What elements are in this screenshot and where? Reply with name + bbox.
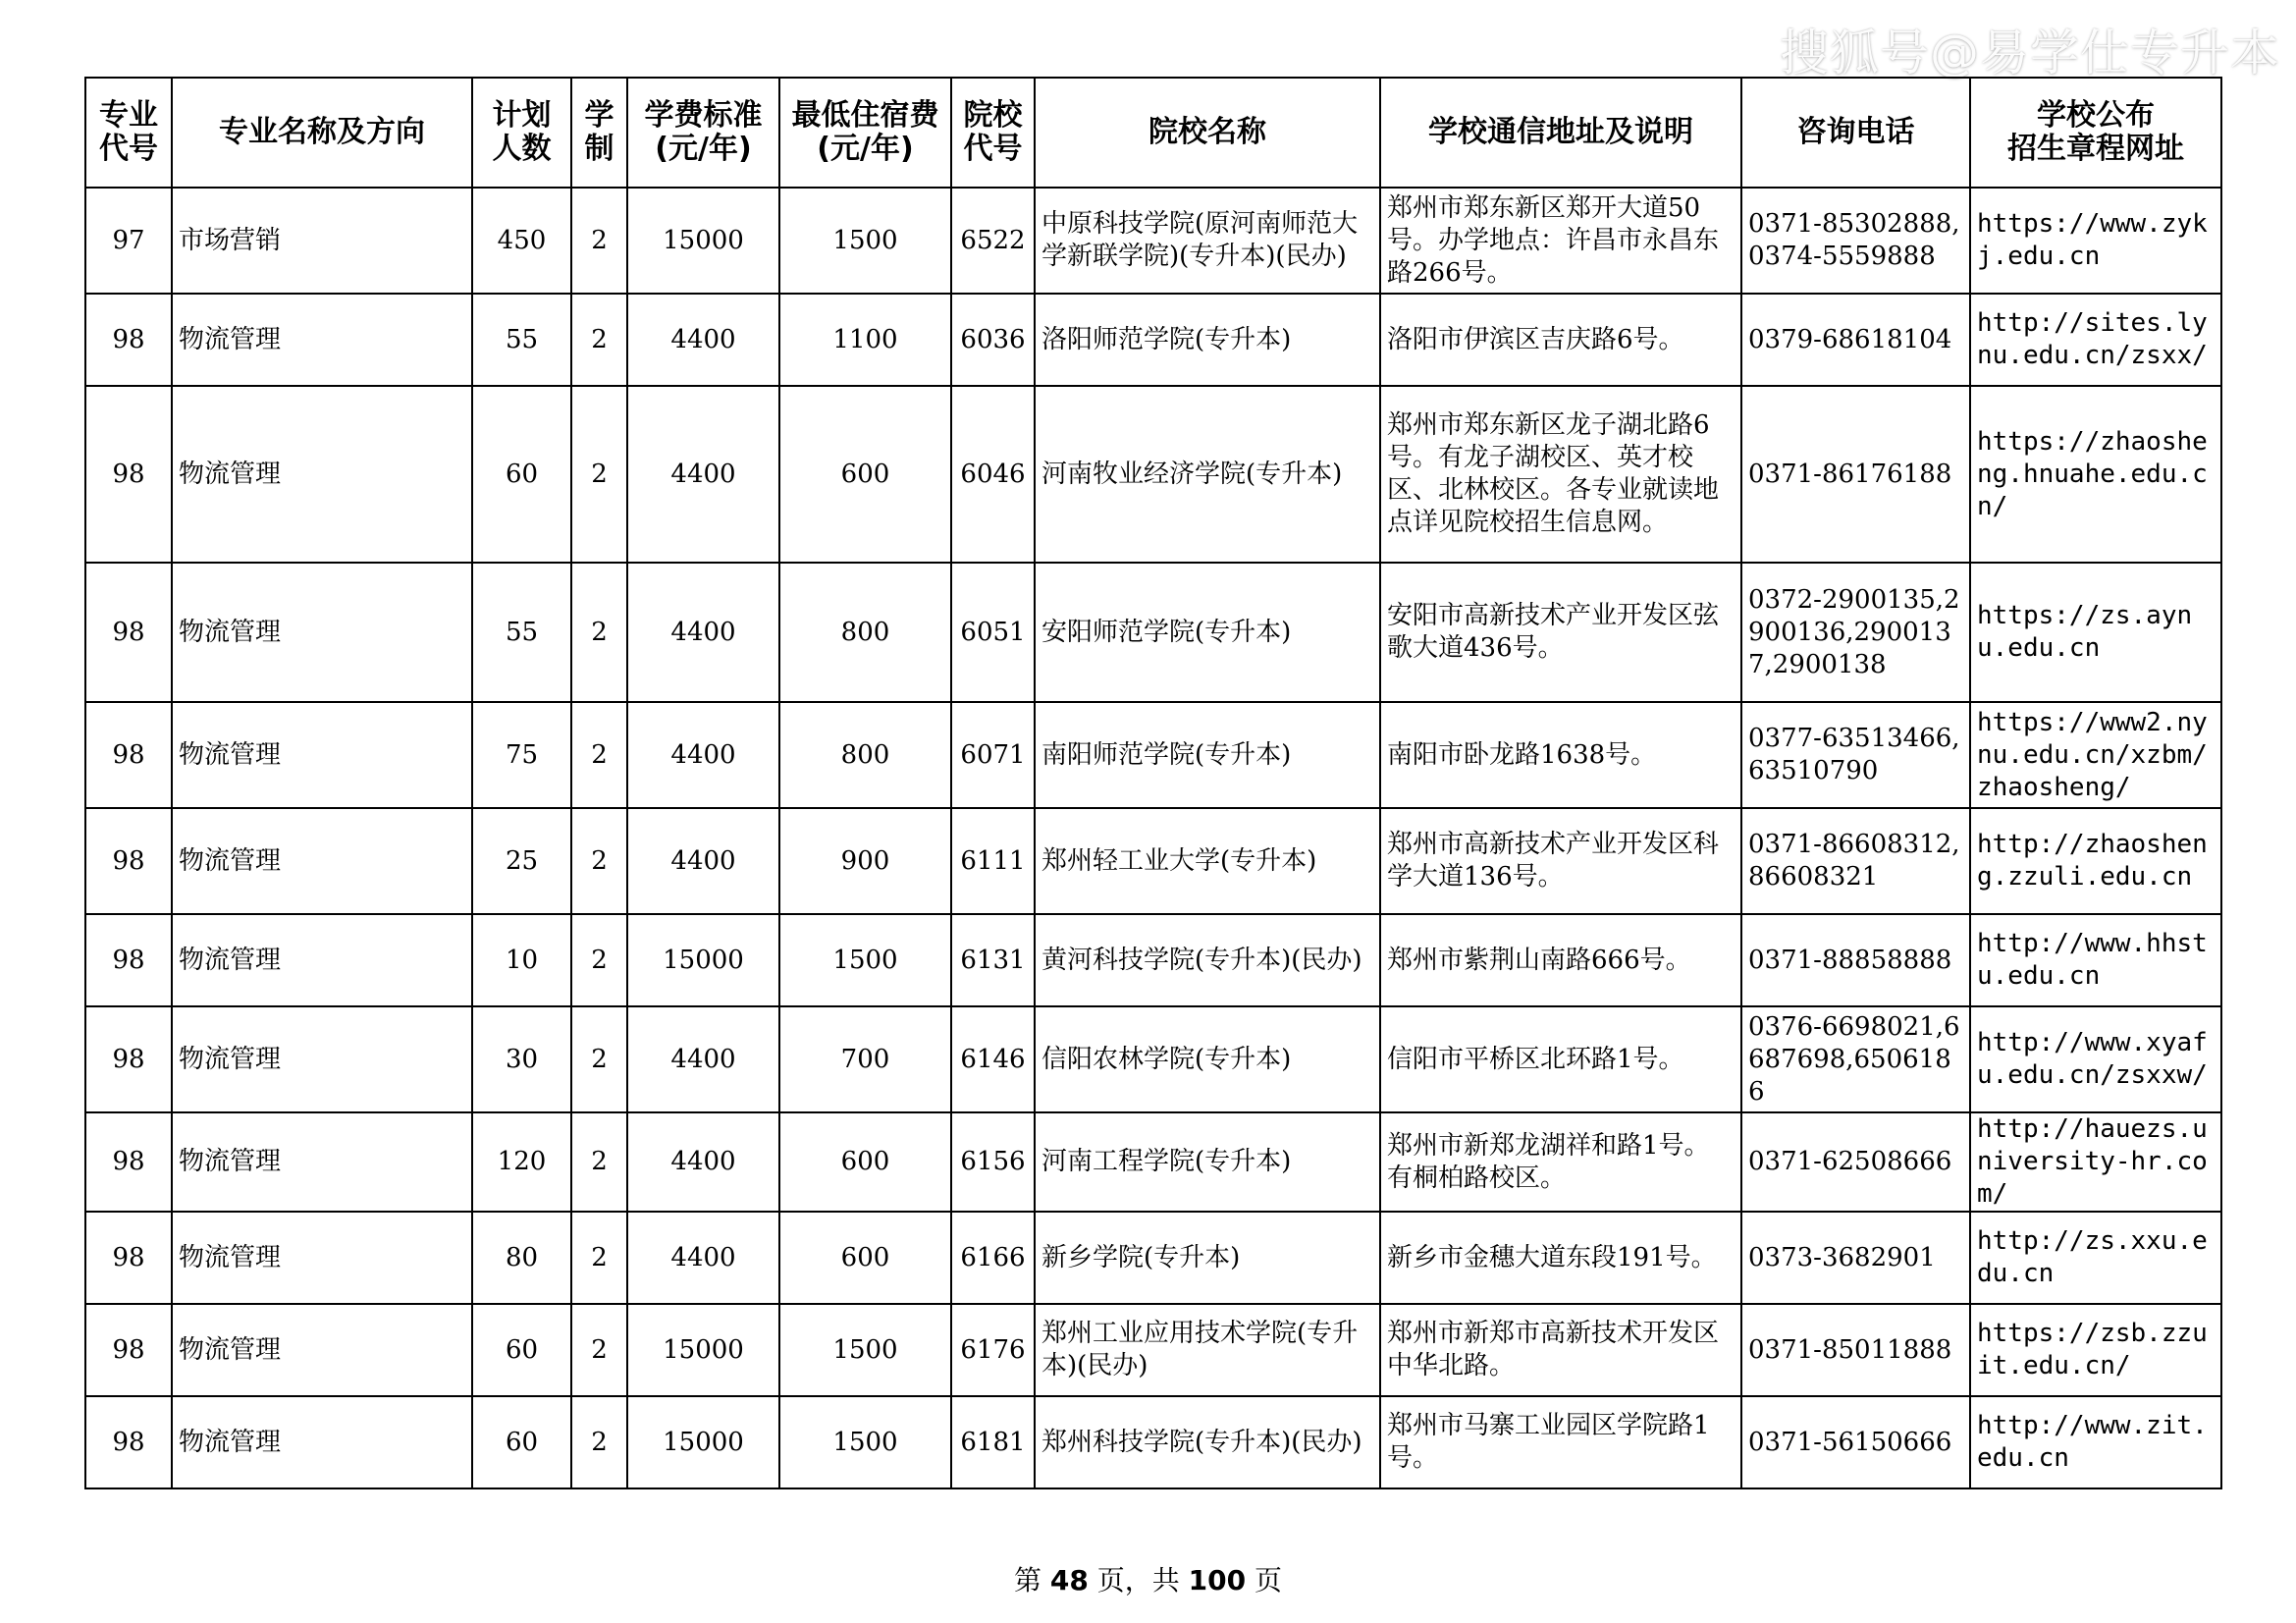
tuition-cell: 4400 (627, 1212, 779, 1304)
plan-count-cell: 75 (472, 702, 571, 808)
table-row (85, 1112, 2221, 1212)
tuition-cell: 15000 (627, 914, 779, 1006)
school-name-cell: 洛阳师范学院(专升本) (1035, 294, 1380, 386)
major-code-cell: 98 (85, 1304, 172, 1396)
school-code-cell: 6176 (951, 1304, 1035, 1396)
url-cell: http://www.hhstu.edu.cn (1970, 914, 2221, 1006)
duration-cell: 2 (571, 1112, 627, 1212)
major-name-cell: 物流管理 (172, 294, 472, 386)
page-number: 48 (1049, 1564, 1089, 1596)
duration-cell: 2 (571, 1006, 627, 1112)
header-school-name: 院校名称 (1035, 78, 1380, 188)
duration-cell: 2 (571, 386, 627, 563)
school-name-cell: 黄河科技学院(专升本)(民办) (1035, 914, 1380, 1006)
lodging-fee-cell: 900 (779, 808, 951, 914)
school-name-cell: 信阳农林学院(专升本) (1035, 1006, 1380, 1112)
address-cell: 郑州市新郑龙湖祥和路1号。有桐柏路校区。 (1380, 1112, 1741, 1212)
major-name-cell: 物流管理 (172, 1396, 472, 1488)
major-code-cell: 97 (85, 188, 172, 294)
address-cell: 新乡市金穗大道东段191号。 (1380, 1212, 1741, 1304)
address-cell: 郑州市郑东新区郑开大道50号。办学地点：许昌市永昌东路266号。 (1380, 188, 1741, 294)
school-code-cell: 6046 (951, 386, 1035, 563)
major-code-cell: 98 (85, 294, 172, 386)
table-row (85, 188, 2221, 294)
phone-cell: 0371-56150666 (1741, 1396, 1970, 1488)
plan-count-cell: 80 (472, 1212, 571, 1304)
plan-count-cell: 25 (472, 808, 571, 914)
url-cell: https://www2.nynu.edu.cn/xzbm/zhaosheng/ (1970, 702, 2221, 808)
url-cell: https://zs.aynu.edu.cn (1970, 563, 2221, 702)
address-cell: 南阳市卧龙路1638号。 (1380, 702, 1741, 808)
school-code-cell: 6071 (951, 702, 1035, 808)
plan-count-cell: 60 (472, 1396, 571, 1488)
plan-count-cell: 60 (472, 386, 571, 563)
table-row (85, 1396, 2221, 1488)
plan-count-cell: 60 (472, 1304, 571, 1396)
phone-cell: 0371-88858888 (1741, 914, 1970, 1006)
footer-prefix: 第 (1013, 1564, 1050, 1596)
header-plan: 计划 人数 (472, 78, 571, 188)
major-code-cell: 98 (85, 1396, 172, 1488)
school-code-cell: 6146 (951, 1006, 1035, 1112)
enrollment-table (84, 77, 2222, 1489)
header-address: 学校通信地址及说明 (1380, 78, 1741, 188)
phone-cell: 0371-86176188 (1741, 386, 1970, 563)
school-name-cell: 河南工程学院(专升本) (1035, 1112, 1380, 1212)
plan-count-cell: 55 (472, 294, 571, 386)
lodging-fee-cell: 1100 (779, 294, 951, 386)
lodging-fee-cell: 700 (779, 1006, 951, 1112)
major-code-cell: 98 (85, 1006, 172, 1112)
header-duration: 学 制 (571, 78, 627, 188)
major-code-cell: 98 (85, 914, 172, 1006)
major-name-cell: 物流管理 (172, 386, 472, 563)
address-cell: 安阳市高新技术产业开发区弦歌大道436号。 (1380, 563, 1741, 702)
header-row (85, 78, 2221, 188)
duration-cell: 2 (571, 294, 627, 386)
tuition-cell: 15000 (627, 188, 779, 294)
header-school-code: 院校 代号 (951, 78, 1035, 188)
url-cell: http://hauezs.university-hr.com/ (1970, 1112, 2221, 1212)
address-cell: 郑州市新郑市高新技术开发区中华北路。 (1380, 1304, 1741, 1396)
school-code-cell: 6181 (951, 1396, 1035, 1488)
table-row (85, 294, 2221, 386)
table-body (85, 188, 2221, 1488)
phone-cell: 0372-2900135,2900136,2900137,2900138 (1741, 563, 1970, 702)
lodging-fee-cell: 800 (779, 563, 951, 702)
header-url: 学校公布 招生章程网址 (1970, 78, 2221, 188)
plan-count-cell: 55 (472, 563, 571, 702)
url-cell: http://zs.xxu.edu.cn (1970, 1212, 2221, 1304)
footer-middle: 页，共 (1088, 1564, 1189, 1596)
table-row (85, 1304, 2221, 1396)
school-name-cell: 郑州轻工业大学(专升本) (1035, 808, 1380, 914)
table-row (85, 386, 2221, 563)
major-code-cell: 98 (85, 702, 172, 808)
major-name-cell: 物流管理 (172, 1212, 472, 1304)
duration-cell: 2 (571, 1304, 627, 1396)
school-name-cell: 郑州科技学院(专升本)(民办) (1035, 1396, 1380, 1488)
table-row (85, 1006, 2221, 1112)
phone-cell: 0371-85011888 (1741, 1304, 1970, 1396)
table-row (85, 1212, 2221, 1304)
tuition-cell: 4400 (627, 294, 779, 386)
address-cell: 郑州市高新技术产业开发区科学大道136号。 (1380, 808, 1741, 914)
page-footer (0, 1559, 2296, 1598)
school-code-cell: 6522 (951, 188, 1035, 294)
school-code-cell: 6036 (951, 294, 1035, 386)
url-cell: https://zhaosheng.hnuahe.edu.cn/ (1970, 386, 2221, 563)
lodging-fee-cell: 1500 (779, 188, 951, 294)
school-name-cell: 安阳师范学院(专升本) (1035, 563, 1380, 702)
lodging-fee-cell: 800 (779, 702, 951, 808)
major-name-cell: 物流管理 (172, 1304, 472, 1396)
phone-cell: 0377-63513466,63510790 (1741, 702, 1970, 808)
school-code-cell: 6051 (951, 563, 1035, 702)
tuition-cell: 4400 (627, 386, 779, 563)
lodging-fee-cell: 1500 (779, 914, 951, 1006)
phone-cell: 0376-6698021,6687698,6506186 (1741, 1006, 1970, 1112)
major-code-cell: 98 (85, 563, 172, 702)
lodging-fee-cell: 1500 (779, 1396, 951, 1488)
school-name-cell: 河南牧业经济学院(专升本) (1035, 386, 1380, 563)
tuition-cell: 15000 (627, 1396, 779, 1488)
major-code-cell: 98 (85, 1112, 172, 1212)
school-code-cell: 6131 (951, 914, 1035, 1006)
major-code-cell: 98 (85, 808, 172, 914)
total-pages: 100 (1188, 1564, 1247, 1596)
phone-cell: 0371-62508666 (1741, 1112, 1970, 1212)
school-name-cell: 新乡学院(专升本) (1035, 1212, 1380, 1304)
school-name-cell: 南阳师范学院(专升本) (1035, 702, 1380, 808)
duration-cell: 2 (571, 188, 627, 294)
address-cell: 郑州市郑东新区龙子湖北路6号。有龙子湖校区、英才校区、北林校区。各专业就读地点详见院校招生信息网。 (1380, 386, 1741, 563)
address-cell: 洛阳市伊滨区吉庆路6号。 (1380, 294, 1741, 386)
major-name-cell: 物流管理 (172, 1006, 472, 1112)
lodging-fee-cell: 600 (779, 1212, 951, 1304)
major-code-cell: 98 (85, 1212, 172, 1304)
table-row (85, 702, 2221, 808)
table-row (85, 914, 2221, 1006)
lodging-fee-cell: 1500 (779, 1304, 951, 1396)
phone-cell: 0379-68618104 (1741, 294, 1970, 386)
tuition-cell: 4400 (627, 808, 779, 914)
phone-cell: 0371-86608312,86608321 (1741, 808, 1970, 914)
footer-suffix: 页 (1246, 1564, 1283, 1596)
url-cell: http://sites.lynu.edu.cn/zsxx/ (1970, 294, 2221, 386)
major-code-cell: 98 (85, 386, 172, 563)
school-code-cell: 6111 (951, 808, 1035, 914)
duration-cell: 2 (571, 914, 627, 1006)
header-major-name: 专业名称及方向 (172, 78, 472, 188)
school-code-cell: 6166 (951, 1212, 1035, 1304)
table-row (85, 563, 2221, 702)
duration-cell: 2 (571, 563, 627, 702)
major-name-cell: 物流管理 (172, 1112, 472, 1212)
major-name-cell: 物流管理 (172, 702, 472, 808)
tuition-cell: 4400 (627, 1112, 779, 1212)
table-row (85, 808, 2221, 914)
duration-cell: 2 (571, 808, 627, 914)
header-tuition: 学费标准 (元/年) (627, 78, 779, 188)
address-cell: 郑州市紫荆山南路666号。 (1380, 914, 1741, 1006)
address-cell: 信阳市平桥区北环路1号。 (1380, 1006, 1741, 1112)
tuition-cell: 4400 (627, 702, 779, 808)
tuition-cell: 4400 (627, 1006, 779, 1112)
plan-count-cell: 450 (472, 188, 571, 294)
plan-count-cell: 120 (472, 1112, 571, 1212)
duration-cell: 2 (571, 1396, 627, 1488)
url-cell: https://zsb.zzuit.edu.cn/ (1970, 1304, 2221, 1396)
major-name-cell: 市场营销 (172, 188, 472, 294)
duration-cell: 2 (571, 1212, 627, 1304)
tuition-cell: 4400 (627, 563, 779, 702)
plan-count-cell: 10 (472, 914, 571, 1006)
url-cell: http://www.zit.edu.cn (1970, 1396, 2221, 1488)
major-name-cell: 物流管理 (172, 808, 472, 914)
lodging-fee-cell: 600 (779, 1112, 951, 1212)
school-name-cell: 中原科技学院(原河南师范大学新联学院)(专升本)(民办) (1035, 188, 1380, 294)
school-name-cell: 郑州工业应用技术学院(专升本)(民办) (1035, 1304, 1380, 1396)
header-phone: 咨询电话 (1741, 78, 1970, 188)
major-name-cell: 物流管理 (172, 914, 472, 1006)
tuition-cell: 15000 (627, 1304, 779, 1396)
major-name-cell: 物流管理 (172, 563, 472, 702)
school-code-cell: 6156 (951, 1112, 1035, 1212)
url-cell: http://www.xyafu.edu.cn/zsxxw/ (1970, 1006, 2221, 1112)
duration-cell: 2 (571, 702, 627, 808)
address-cell: 郑州市马寨工业园区学院路1号。 (1380, 1396, 1741, 1488)
url-cell: https://www.zykj.edu.cn (1970, 188, 2221, 294)
lodging-fee-cell: 600 (779, 386, 951, 563)
url-cell: http://zhaosheng.zzuli.edu.cn (1970, 808, 2221, 914)
watermark: 搜狐号@易学仕专升本 (1780, 25, 2280, 81)
phone-cell: 0371-85302888,0374-5559888 (1741, 188, 1970, 294)
phone-cell: 0373-3682901 (1741, 1212, 1970, 1304)
plan-count-cell: 30 (472, 1006, 571, 1112)
header-major-code: 专业 代号 (85, 78, 172, 188)
header-lodging: 最低住宿费 (元/年) (779, 78, 951, 188)
